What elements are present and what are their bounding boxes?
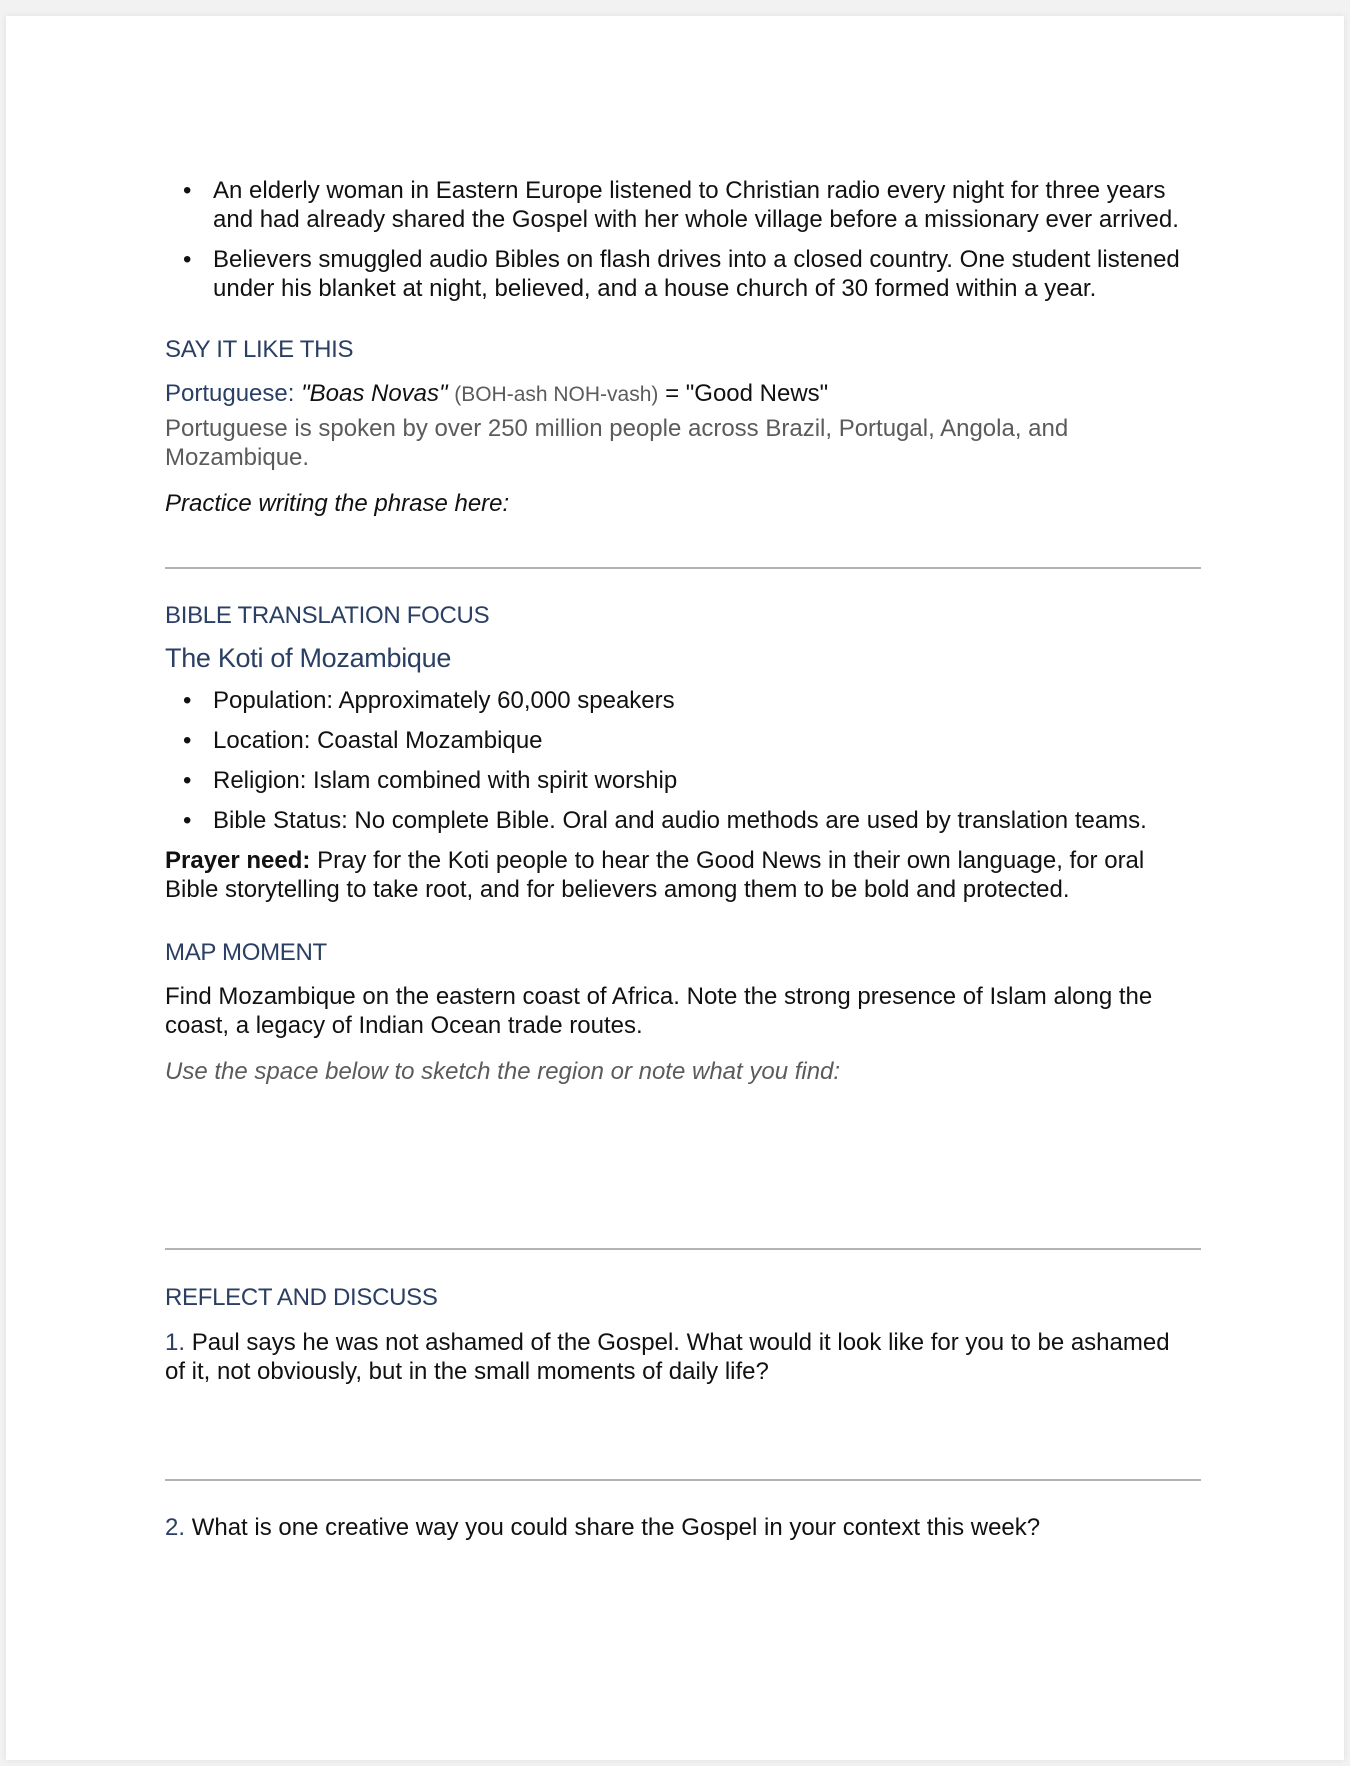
bullet-icon: • — [183, 727, 192, 754]
list-item — [165, 766, 1205, 795]
phrase-text: "Boas Novas" — [301, 380, 448, 407]
prayer-need — [165, 846, 1165, 904]
list-item — [165, 176, 1205, 234]
question-2 — [165, 1513, 1175, 1542]
question-text: What is one creative way you could share the Gospel in your context this week? — [191, 1514, 1041, 1541]
phrase-line — [165, 379, 1205, 409]
list-item — [165, 686, 1205, 715]
language-label: Portuguese: — [165, 380, 295, 407]
fact-text: Religion: Islam combined with spirit worship — [213, 767, 678, 794]
language-note: Portuguese is spoken by over 250 million people across Brazil, Portugal, Angola, and Mozambique. — [165, 415, 1069, 471]
bullet-text: An elderly woman in Eastern Europe listened to Christian radio every night for three years and had already shared the Gospel with her whole village before a missionary ever arrived. — [213, 177, 1179, 233]
map-prompt: Use the space below to sketch the region or note what you find: — [165, 1058, 841, 1085]
question-1 — [165, 1328, 1175, 1386]
divider — [165, 1479, 1201, 1481]
people-group-title: The Koti of Mozambique — [165, 643, 452, 673]
bullet-icon: • — [183, 177, 192, 204]
bullet-text: Believers smuggled audio Bibles on flash drives into a closed country. One student listened under his blanket at night, believed, and a house church of 30 formed within a year. — [213, 246, 1180, 302]
bullet-icon: • — [183, 246, 192, 273]
question-text: Paul says he was not ashamed of the Gospel. What would it look like for you to be ashamed of it, not obviously, but in the small moments of daily life? — [165, 1329, 1170, 1385]
list-item — [165, 726, 1205, 755]
list-item — [165, 806, 1205, 835]
section-heading-translation: BIBLE TRANSLATION FOCUS — [165, 602, 490, 629]
prayer-text: Pray for the Koti people to hear the Good News in their own language, for oral Bible storytelling to take root, and for believers among them to be bold and protected. — [165, 847, 1145, 903]
bullet-icon: • — [183, 807, 192, 834]
prayer-label: Prayer need: — [165, 847, 311, 874]
divider — [165, 1248, 1201, 1250]
document-page — [6, 16, 1344, 1760]
pronunciation-text: (BOH-ash NOH-vash) — [454, 383, 659, 406]
practice-prompt: Practice writing the phrase here: — [165, 490, 510, 517]
fact-text: Bible Status: No complete Bible. Oral and audio methods are used by translation teams. — [213, 807, 1147, 834]
bullet-icon: • — [183, 687, 192, 714]
divider — [165, 567, 1201, 569]
question-number: 1. — [165, 1329, 186, 1356]
meaning-text: = "Good News" — [665, 380, 829, 407]
question-number: 2. — [165, 1514, 186, 1541]
map-text: Find Mozambique on the eastern coast of Africa. Note the strong presence of Islam along the coast, a legacy of Indian Ocean trade routes. — [165, 983, 1153, 1039]
fact-text: Population: Approximately 60,000 speakers — [213, 687, 675, 714]
list-item — [165, 245, 1205, 303]
section-heading-reflect: REFLECT AND DISCUSS — [165, 1284, 438, 1311]
fact-text: Location: Coastal Mozambique — [213, 727, 543, 754]
section-heading-map: MAP MOMENT — [165, 939, 327, 966]
section-heading-say-it: SAY IT LIKE THIS — [165, 336, 354, 363]
bullet-icon: • — [183, 767, 192, 794]
